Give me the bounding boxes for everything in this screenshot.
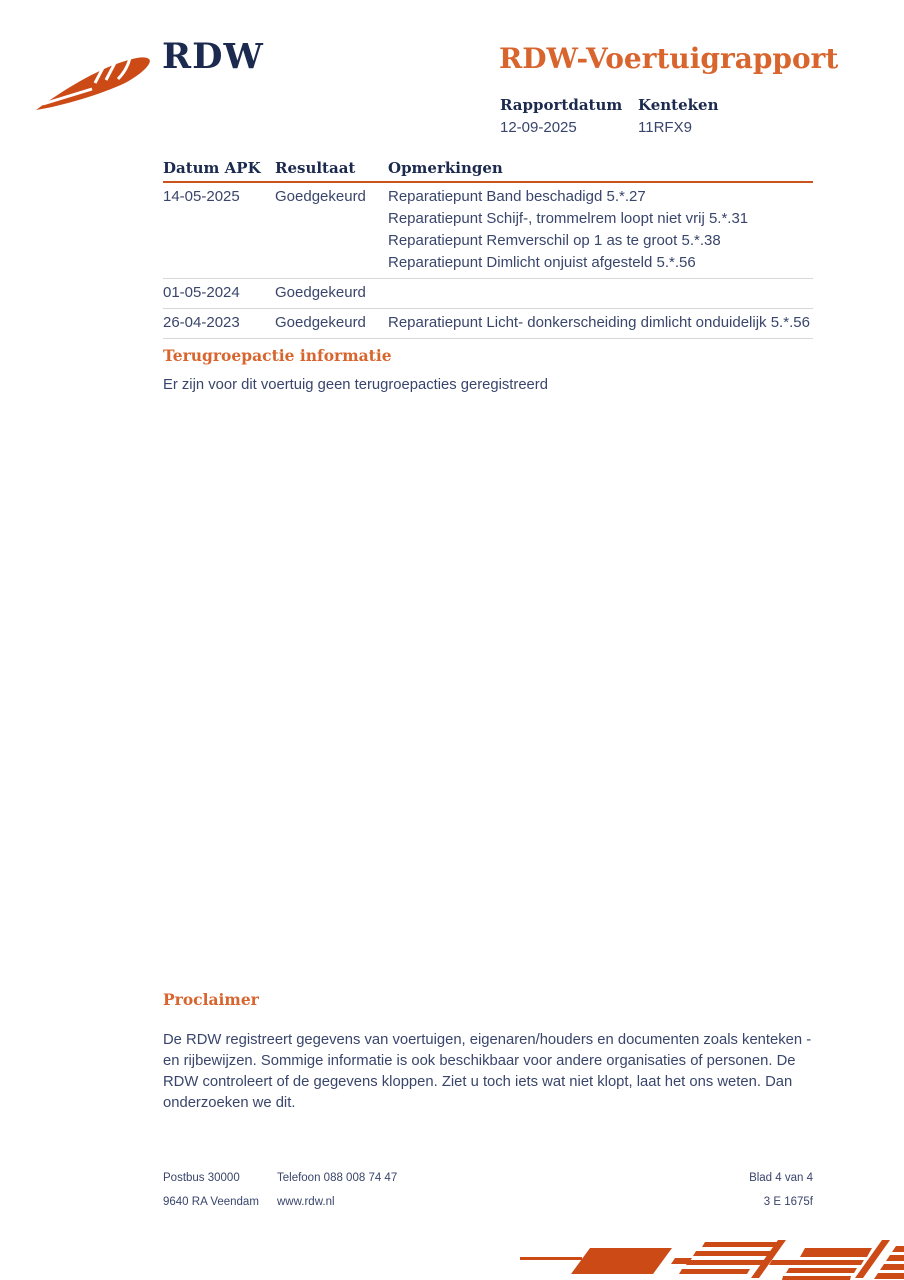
- opmerking-line: Reparatiepunt Dimlicht onjuist afgesteld 5.*.56: [388, 254, 696, 271]
- recall-section: [163, 346, 813, 393]
- apk-table-row: [163, 183, 813, 279]
- apk-row-opmerkingen: [388, 312, 813, 334]
- brand-wordmark: RDW: [162, 36, 264, 77]
- column-header-resultaat: Resultaat: [275, 159, 356, 177]
- opmerking-line: Reparatiepunt Schijf-, trommelrem loopt niet vrij 5.*.31: [388, 210, 749, 227]
- column-header-datum-apk: Datum APK: [163, 159, 261, 177]
- proclaimer-section-text: De RDW registreert gegevens van voertuigen, eigenaren/houders en documenten zoals kenteken - en rijbewijzen. Sommige informatie is ook beschikbaar voor andere organisaties of personen. De RDW controleert of de gegevens kloppen. Ziet u toch iets wat niet klopt, laat het ons weten. Dan onderzoeken we dit.: [163, 1032, 812, 1111]
- proclaimer-section-heading: Proclaimer: [163, 990, 259, 1009]
- footer-page-indicator: Blad 4 van 4: [749, 1172, 813, 1184]
- rapportdatum-value: 12-09-2025: [500, 119, 577, 136]
- proclaimer-section: [163, 990, 815, 1114]
- apk-row-datum: 26-04-2023: [163, 314, 240, 331]
- footer-form-code: 3 E 1675f: [763, 1196, 813, 1208]
- footer-postbus: Postbus 30000: [163, 1172, 240, 1184]
- apk-table-body: [163, 183, 813, 339]
- apk-table-row: [163, 279, 813, 309]
- column-header-opmerkingen: Opmerkingen: [388, 159, 503, 177]
- apk-row-datum: 01-05-2024: [163, 284, 240, 301]
- apk-row-resultaat: Goedgekeurd: [275, 284, 366, 301]
- apk-table-header-row: [163, 159, 813, 183]
- rapportdatum-block: [500, 96, 638, 136]
- recall-section-text: Er zijn voor dit voertuig geen terugroepacties geregistreerd: [163, 377, 548, 393]
- apk-row-resultaat: Goedgekeurd: [275, 188, 366, 205]
- recall-section-heading: Terugroepactie informatie: [163, 346, 392, 365]
- apk-row-opmerkingen: [388, 282, 813, 304]
- kenteken-label: Kenteken: [638, 96, 719, 114]
- report-meta: [500, 96, 718, 136]
- report-title: RDW-Voertuigrapport: [499, 42, 839, 75]
- opmerking-line: Reparatiepunt Remverschil op 1 as te groot 5.*.38: [388, 232, 721, 249]
- opmerking-line: Reparatiepunt Licht- donkerscheiding dimlicht onduidelijk 5.*.56: [388, 314, 810, 331]
- rdw-stripe-artwork-icon: [520, 1238, 904, 1280]
- apk-row-opmerkingen: [388, 186, 813, 274]
- kenteken-block: [638, 96, 718, 136]
- page-footer: [163, 1172, 813, 1220]
- footer-row-1: [163, 1172, 813, 1184]
- opmerking-line: Reparatiepunt Band beschadigd 5.*.27: [388, 188, 646, 205]
- apk-history-table: [163, 159, 813, 339]
- footer-row-2: [163, 1196, 813, 1208]
- apk-row-datum: 14-05-2025: [163, 188, 240, 205]
- rapportdatum-label: Rapportdatum: [500, 96, 623, 114]
- footer-city: 9640 RA Veendam: [163, 1196, 259, 1208]
- rdw-feather-logo-icon: [34, 52, 156, 118]
- apk-row-resultaat: Goedgekeurd: [275, 314, 366, 331]
- kenteken-value: 11RFX9: [638, 119, 692, 136]
- apk-table-row: [163, 309, 813, 339]
- footer-website: www.rdw.nl: [277, 1196, 335, 1208]
- footer-phone: Telefoon 088 008 74 47: [277, 1172, 398, 1184]
